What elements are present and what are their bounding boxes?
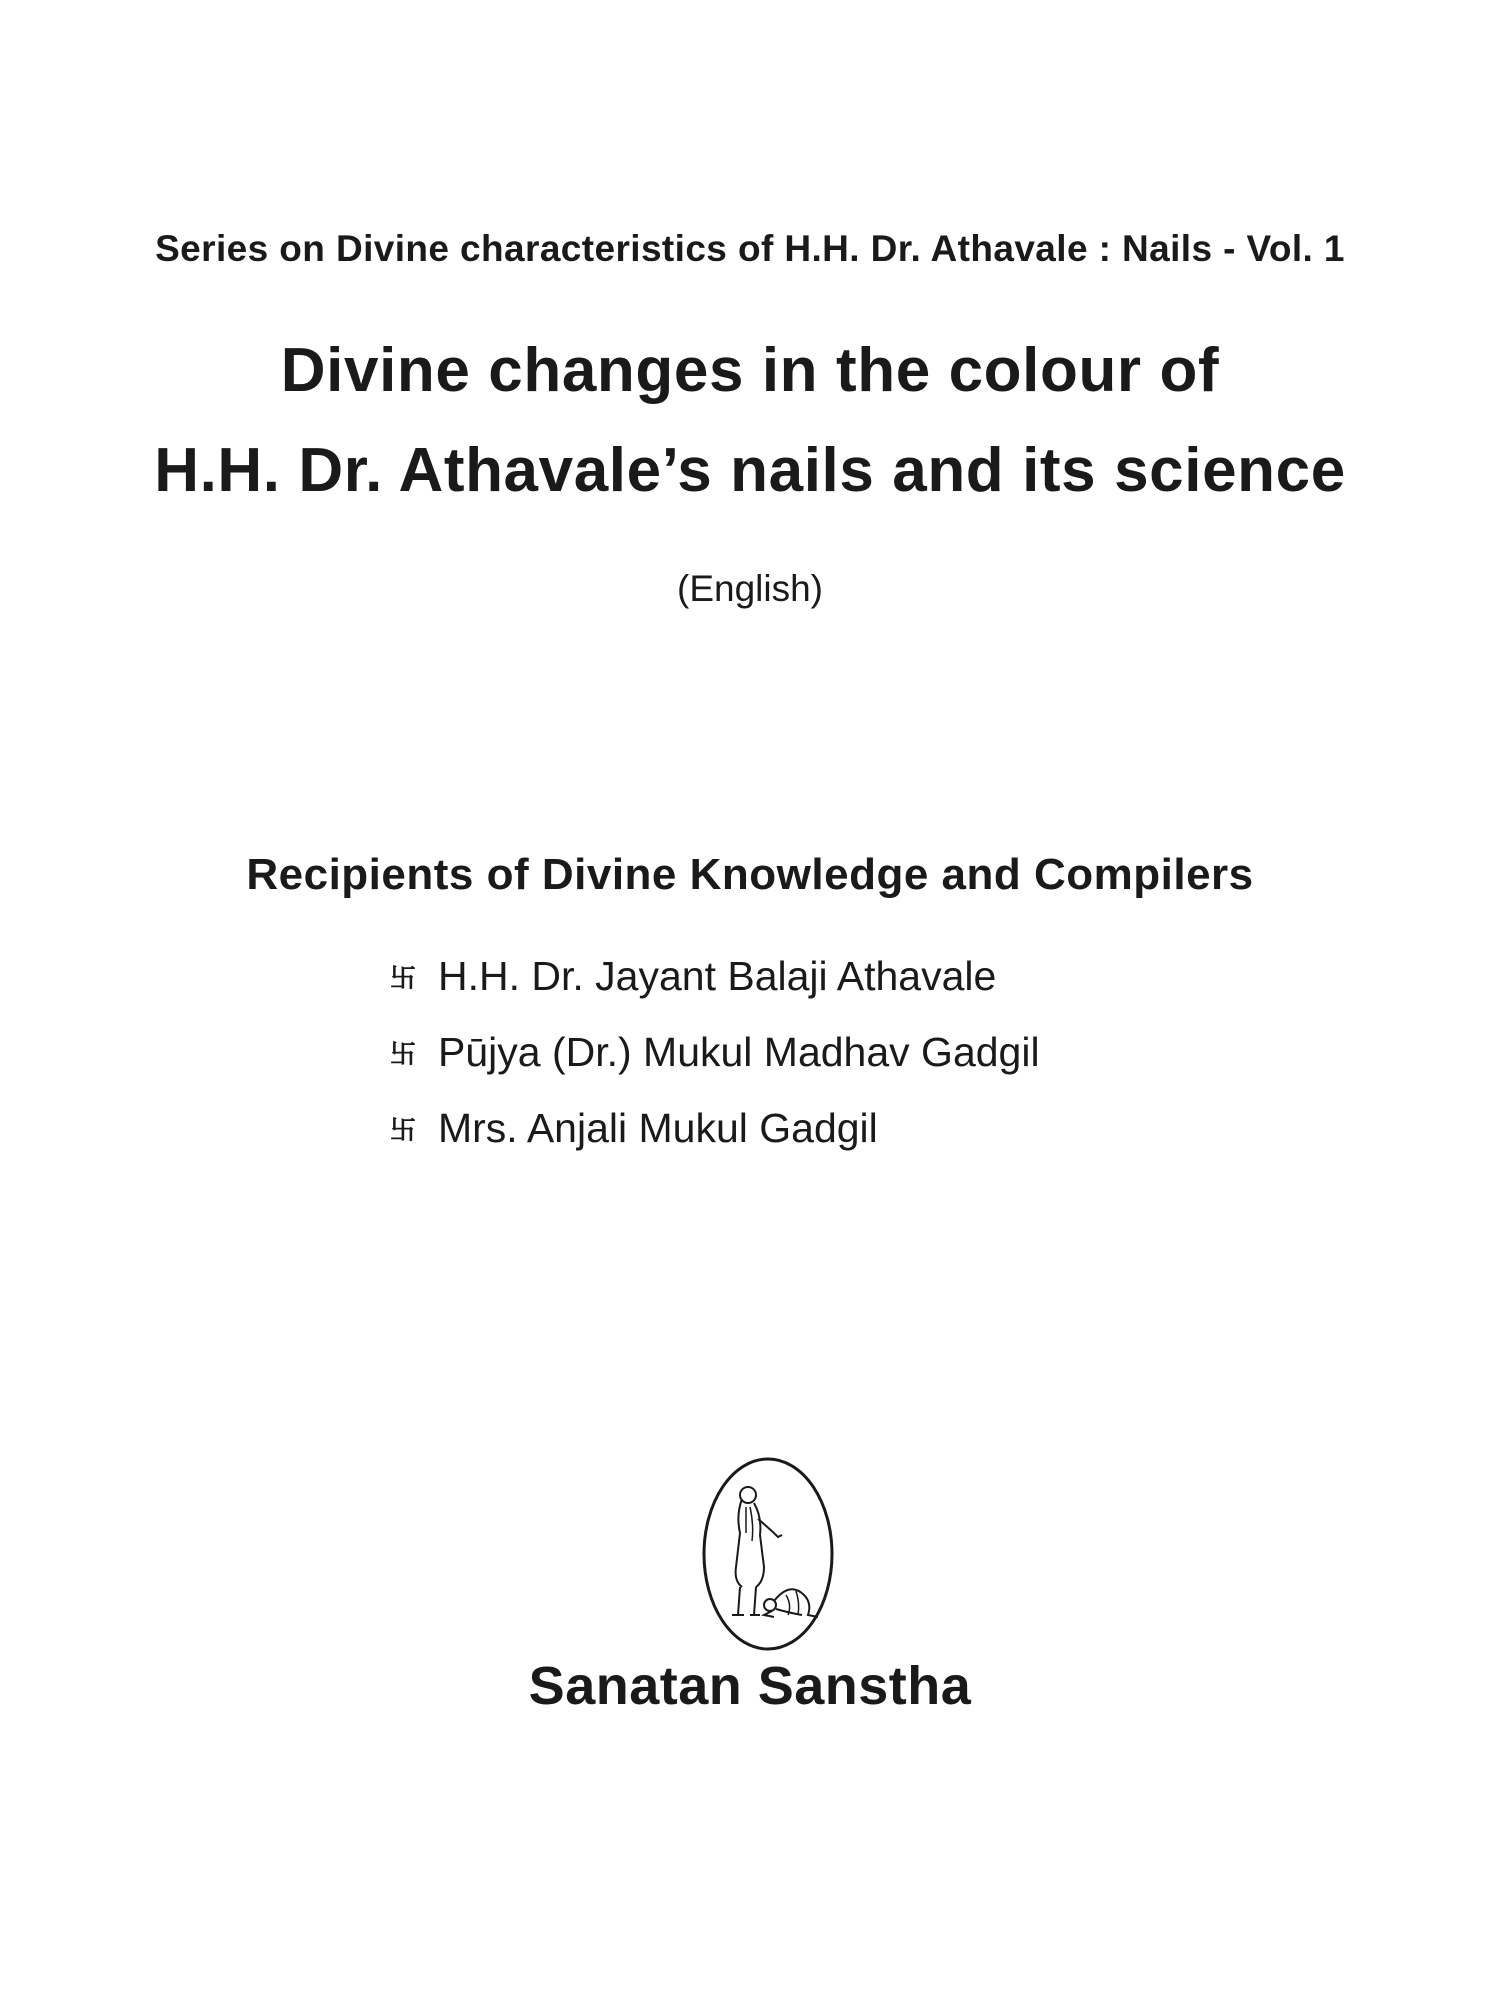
compiler-item bbox=[390, 938, 1040, 1014]
compilers-list bbox=[390, 938, 1040, 1166]
compiler-item bbox=[390, 1090, 1040, 1166]
sanatan-sanstha-logo-icon bbox=[700, 1455, 836, 1653]
compiler-name: Pūjya (Dr.) Mukul Madhav Gadgil bbox=[438, 1028, 1040, 1075]
book-title-line-2: H.H. Dr. Athavale’s nails and its science bbox=[154, 436, 1346, 505]
compiler-item bbox=[390, 1014, 1040, 1090]
book-title-line-1: Divine changes in the colour of bbox=[280, 336, 1220, 405]
compilers-heading: Recipients of Divine Knowledge and Compilers bbox=[246, 850, 1254, 899]
compiler-name: H.H. Dr. Jayant Balaji Athavale bbox=[438, 952, 997, 999]
swastika-bullet-icon: 卐 bbox=[390, 962, 417, 993]
publisher-name: Sanatan Sanstha bbox=[528, 1656, 972, 1716]
language-label: (English) bbox=[677, 568, 823, 609]
swastika-bullet-icon: 卐 bbox=[390, 1038, 417, 1069]
swastika-bullet-icon: 卐 bbox=[390, 1114, 417, 1145]
compiler-name: Mrs. Anjali Mukul Gadgil bbox=[438, 1104, 878, 1151]
series-line: Series on Divine characteristics of H.H. Dr. Athavale : Nails - Vol. 1 bbox=[155, 228, 1345, 269]
